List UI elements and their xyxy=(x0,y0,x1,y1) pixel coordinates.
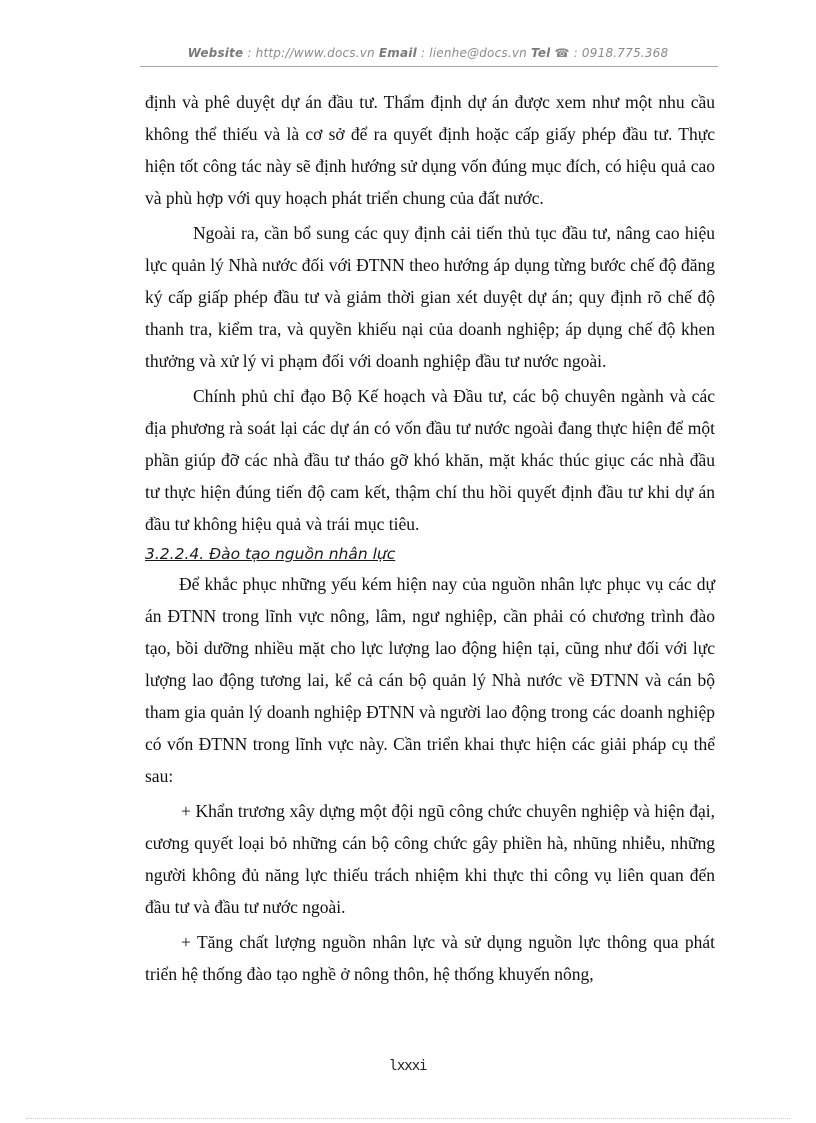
page-number: lxxxi xyxy=(389,1058,427,1074)
email-label: Email xyxy=(378,46,417,60)
header-divider xyxy=(140,66,718,67)
tel-label: Tel xyxy=(531,46,551,60)
section-heading: 3.2.2.4. Đào tạo nguồn nhân lực xyxy=(145,545,396,563)
email-value[interactable]: : lienhe@docs.vn xyxy=(420,46,527,60)
paragraph-6: + Tăng chất lượng nguồn nhân lực và sử dụng nguồn lực thông qua phát triển hệ thống đào tạo nghề ở nông thôn, hệ thống khuyến nông, xyxy=(145,932,715,984)
paragraph-2: Ngoài ra, cần bổ sung các quy định cải tiến thủ tục đầu tư, nâng cao hiệu lực quản lý Nhà nước đối với ĐTNN theo hướng áp dụng từng bước chế độ đăng ký cấp giấp phép đầu tư và giảm thời gian xét duyệt dự án; quy định rõ chế độ thanh tra, kiểm tra, và quyền khiếu nại của doanh nghiệp; áp dụng chế độ khen thưởng và xử lý vi phạm đối với doanh nghiệp đầu tư nước ngoài. xyxy=(145,223,715,371)
paragraph-1: định và phê duyệt dự án đầu tư. Thẩm định dự án được xem như một nhu cầu không thể thiếu và là cơ sở để ra quyết định hoặc cấp giấy phép đầu tư. Thực hiện tốt công tác này sẽ định hướng sử dụng vốn đúng mục đích, có hiệu quả cao và phù hợp với quy hoạch phát triển chung của đất nước. xyxy=(145,92,715,208)
paragraph-5: + Khẩn trương xây dựng một đội ngũ công chức chuyên nghiệp và hiện đại, cương quyết loại bỏ những cán bộ công chức gây phiền hà, nhũng nhiễu, những người không đủ năng lực thiếu trách nhiệm khi thực thi công vụ liên quan đến đầu tư và đầu tư nước ngoài. xyxy=(145,801,715,917)
paragraph-3: Chính phủ chỉ đạo Bộ Kế hoạch và Đầu tư, các bộ chuyên ngành và các địa phương rà soát lại các dự án có vốn đầu tư nước ngoài đang thực hiện để một phần giúp đỡ các nhà đầu tư tháo gỡ khó khăn, mặt khác thúc giục các nhà đầu tư thực hiện đúng tiến độ cam kết, thậm chí thu hồi quyết định đầu tư khi dự án đầu tư không hiệu quả và trái mục tiêu. xyxy=(145,386,715,534)
website-label: Website xyxy=(187,46,244,60)
document-body xyxy=(145,86,715,990)
website-value[interactable]: : http://www.docs.vn xyxy=(247,46,375,60)
page-bottom-border xyxy=(26,1118,790,1119)
tel-value: ☎ : 0918.775.368 xyxy=(554,46,669,60)
page-header xyxy=(140,46,716,60)
paragraph-4: Để khắc phục những yếu kém hiện nay của nguồn nhân lực phục vụ các dự án ĐTNN trong lĩnh vực nông, lâm, ngư nghiệp, cần phải có chương trình đào tạo, bồi dưỡng nhiều mặt cho lực lượng lao động hiện tại, cũng như đối với lực lượng lao động tương lai, kể cả cán bộ quản lý Nhà nước về ĐTNN và cán bộ tham gia quản lý doanh nghiệp ĐTNN và người lao động trong các doanh nghiệp có vốn ĐTNN trong lĩnh vực này. Cần triển khai thực hiện các giải pháp cụ thể sau: xyxy=(145,574,715,786)
